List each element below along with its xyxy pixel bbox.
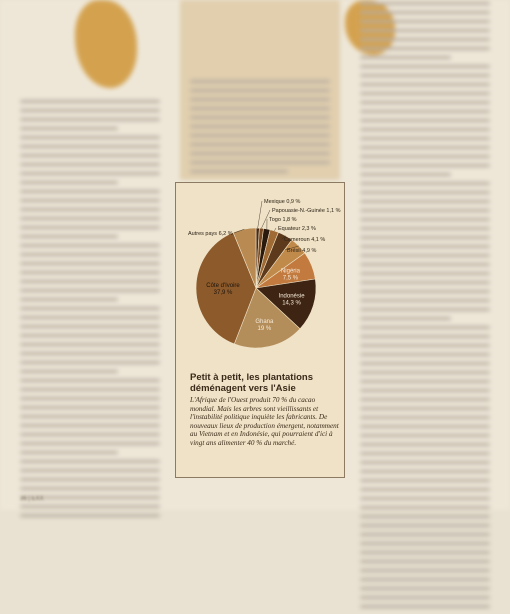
text-column-sidebar <box>190 80 330 179</box>
infobox <box>175 182 345 478</box>
leader-line <box>258 201 262 228</box>
slice-label: Nigéria 7,5 % <box>281 268 301 281</box>
pie-chart <box>176 183 345 368</box>
slice-label: Côte d'Ivoire 37,9 % <box>206 283 240 296</box>
slice-label: Mexique 0,9 % <box>264 199 300 205</box>
slice-label: Indonésie 14,3 % <box>279 293 306 306</box>
slice-label: Papouasie-N.-Guinée 1,1 % <box>272 208 341 214</box>
slice-label: Ghana 19 % <box>255 319 274 332</box>
infobox-title: Petit à petit, les plantations déménagent vers l'Asie <box>190 373 340 394</box>
slice-label: Cameroun 4,1 % <box>284 237 325 243</box>
slice-label: Togo 1,8 % <box>269 217 297 223</box>
text-column-right <box>360 2 490 614</box>
infobox-body: L'Afrique de l'Ouest produit 70 % du cacao mondial. Mais les arbres sont vieillissants et l'instabilité politique inquiète les fabricants. De nouveaux lieux de production émergent, notamment au Vietnam et en Indonésie, qui pourraient d'ici à vingt ans alimenter 40 % du marché. <box>190 396 342 448</box>
slice-label: Autres pays 6,2 % <box>188 231 233 237</box>
slice-label: Equateur 2,3 % <box>278 226 316 232</box>
text-column-left <box>20 100 160 523</box>
leader-line <box>274 228 276 231</box>
map-graphic <box>75 0 137 88</box>
slice-label: Brésil 4,9 % <box>287 248 316 254</box>
page-number: 36 | EXX <box>20 496 44 502</box>
